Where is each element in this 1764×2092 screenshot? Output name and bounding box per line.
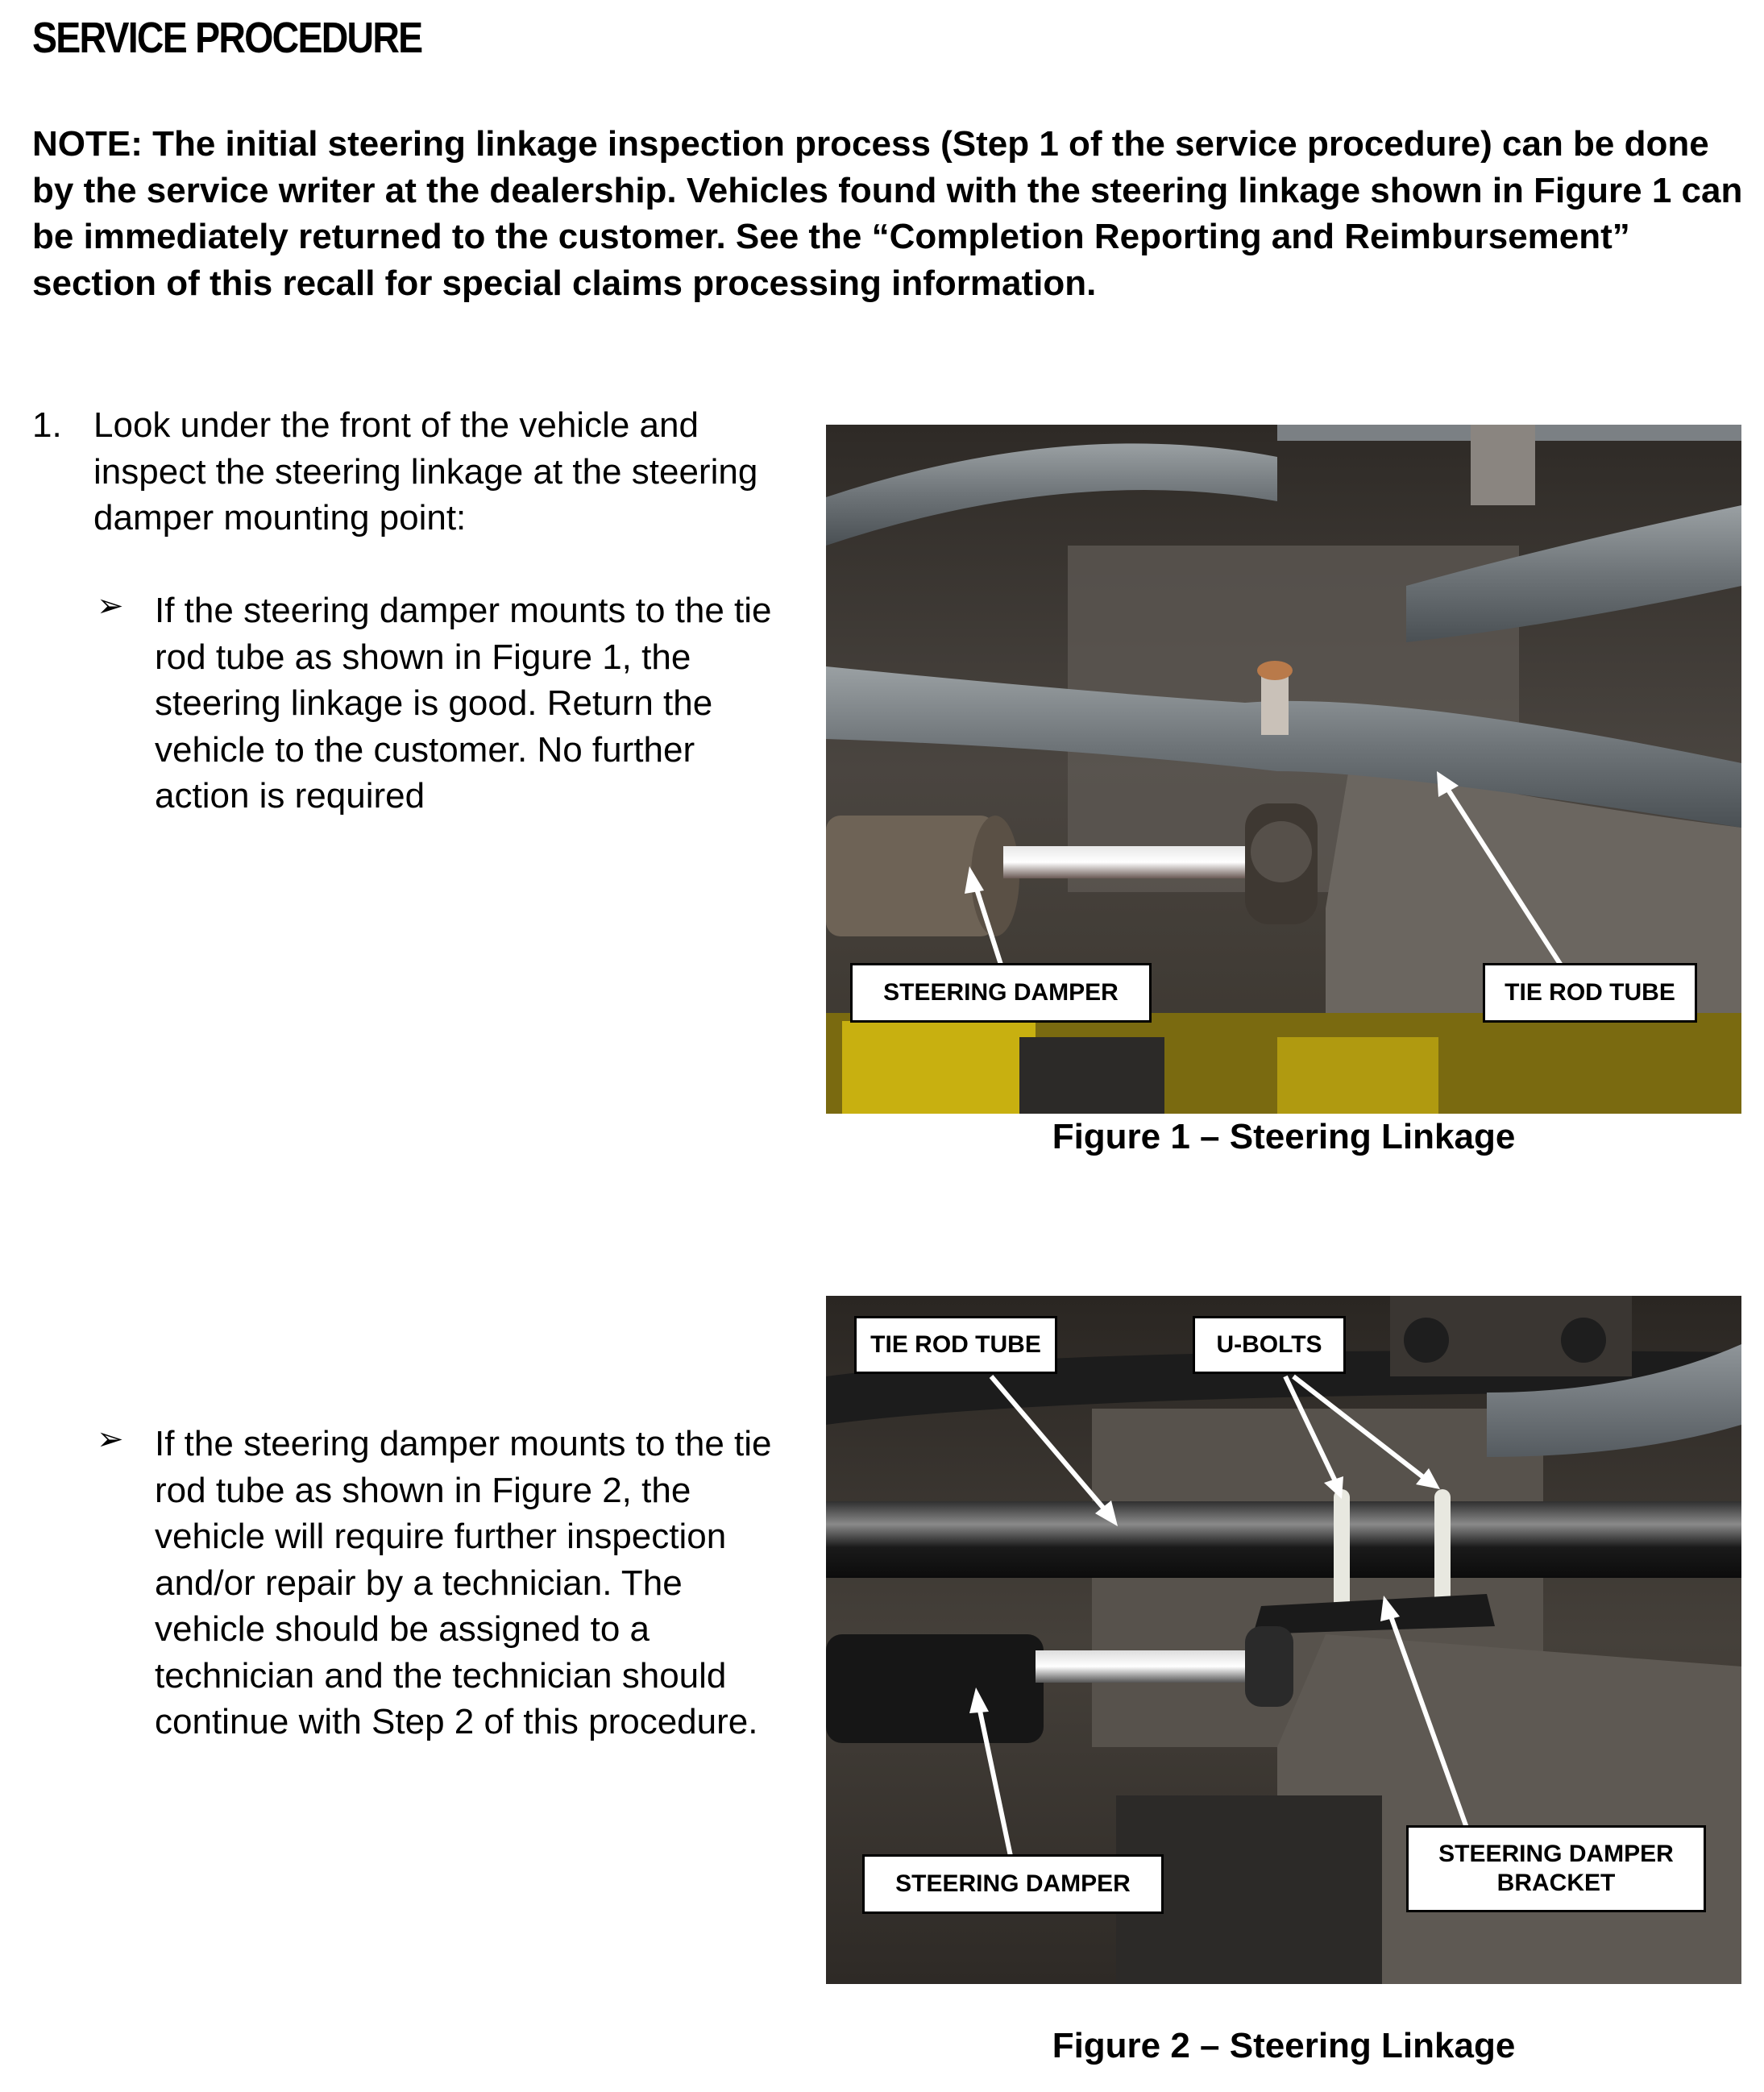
label-u-bolts: U-BOLTS bbox=[1193, 1316, 1346, 1374]
label-tie-rod-tube: TIE ROD TUBE bbox=[1483, 963, 1697, 1023]
figure-1-photo bbox=[826, 425, 1741, 1114]
step-1-text: Look under the front of the vehicle and inspect the steering linkage at the steering damper mounting point: bbox=[93, 405, 758, 538]
step-number: 1. bbox=[32, 405, 62, 445]
bullet-arrow-icon: ➢ bbox=[97, 1421, 124, 1458]
bullet-text: If the steering damper mounts to the tie rod tube as shown in Figure 1, the steering linkage is good. Return the vehicle to the customer. No further action is required bbox=[155, 591, 772, 816]
bullet-arrow-icon: ➢ bbox=[97, 587, 124, 625]
figure-1-caption: Figure 1 – Steering Linkage bbox=[1052, 1117, 1516, 1156]
note-paragraph: NOTE: The initial steering linkage inspection process (Step 1 of the service procedure) can be done by the service writer at the dealership. Vehicles found with the steering linkage shown in Figure 1 can be immediately returned to the customer. See the “Completion Reporting and Reimbursement” section of this recall for special claims processing information. bbox=[32, 124, 1743, 303]
label-tie-rod-tube: TIE ROD TUBE bbox=[854, 1316, 1057, 1374]
bullet-text: If the steering damper mounts to the tie rod tube as shown in Figure 2, the vehicle will require further inspection and/or repair by a technician. The vehicle should be assigned to a technician and the technician should continue with Step 2 of this procedure. bbox=[155, 1424, 772, 1741]
figure-2-photo bbox=[826, 1296, 1741, 1984]
label-steering-damper: STEERING DAMPER bbox=[850, 963, 1152, 1023]
label-steering-damper: STEERING DAMPER bbox=[862, 1854, 1164, 1914]
page-heading: SERVICE PROCEDURE bbox=[32, 14, 422, 62]
figure-2-caption: Figure 2 – Steering Linkage bbox=[1052, 2026, 1516, 2065]
label-steering-damper-bracket: STEERING DAMPER BRACKET bbox=[1406, 1825, 1706, 1912]
